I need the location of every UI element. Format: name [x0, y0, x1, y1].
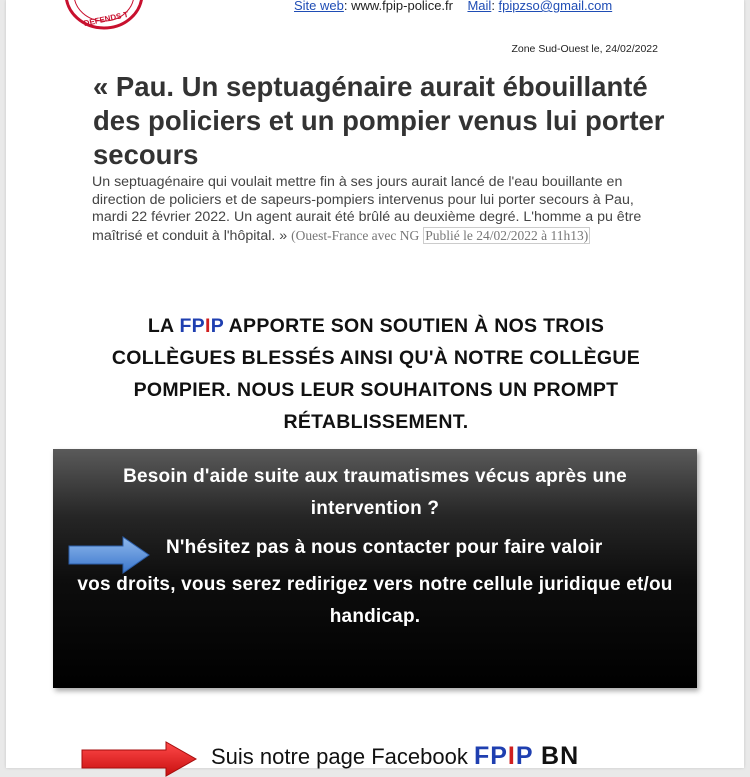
help-question: Besoin d'aide suite aux traumatismes vécus après une intervention ? — [123, 466, 627, 519]
fb-brand-fp: FP — [473, 742, 508, 770]
article-published: Publié le 24/02/2022 à 11h13) — [425, 227, 589, 243]
brand-letter-p2: P — [210, 315, 224, 337]
facebook-brand[interactable] — [474, 742, 579, 770]
help-message-rest: vos droits, vous serez redirigez vers notre cellule juridique et/ou handicap. — [77, 574, 673, 627]
contact-line: Site web: www.fpip-police.fr Mail: fpipzso@gmail.com — [294, 0, 613, 13]
article-source: (Ouest-France avec NG — [291, 227, 420, 243]
fb-brand-i: I — [507, 742, 516, 770]
article-body — [92, 174, 672, 245]
help-message-line1: N'hésitez pas à nous contacter pour faire valoir — [166, 537, 603, 558]
facebook-line — [211, 742, 579, 771]
article-headline: « Pau. Un septuagénaire aurait ébouillanté des policiers et un pompier venus lui porter secours — [93, 71, 665, 170]
brand-letter-f: F — [179, 315, 192, 337]
brand-letter-i: I — [204, 315, 211, 337]
support-prefix: LA — [147, 315, 180, 337]
fb-brand-suffix: BN — [533, 742, 580, 770]
red-arrow-icon — [80, 741, 198, 777]
fpip-logo — [64, 0, 144, 30]
site-url[interactable]: www.fpip-police.fr — [351, 0, 453, 13]
logo-text: DEFENDS T — [82, 9, 130, 29]
support-text: APPORTE SON SOUTIEN À NOS TROIS COLLÈGUES BLESSÉS AINSI QU'À NOTRE COLLÈGUE POMPIER. NOUS LEUR SOUHAITONS UN PROMPT RÉTABLISSEMENT. — [111, 315, 641, 433]
facebook-text: Suis notre page Facebook — [211, 744, 474, 769]
document-page — [6, 0, 744, 768]
article-text: Un septuagénaire qui voulait mettre fin à ses jours aurait lancé de l'eau bouillante en direction de policiers et de sapeurs-pompiers intervenus pour lui porter secours à Pau, mardi 22 février 2022. Un agent aurait été brûlé au deuxième degré. L'homme a pu être maîtrisé et conduit à l'hôpital. » — [92, 174, 642, 244]
fb-brand-p: P — [515, 742, 534, 770]
mail-label: Mail — [467, 0, 492, 13]
support-message — [96, 310, 656, 438]
help-box — [53, 449, 697, 688]
dateline: Zone Sud-Ouest le, 24/02/2022 — [511, 43, 658, 55]
site-web-label: Site web — [294, 0, 344, 13]
brand-letter-p: P — [191, 315, 205, 337]
mail-link[interactable]: fpipzso@gmail.com — [498, 0, 613, 13]
